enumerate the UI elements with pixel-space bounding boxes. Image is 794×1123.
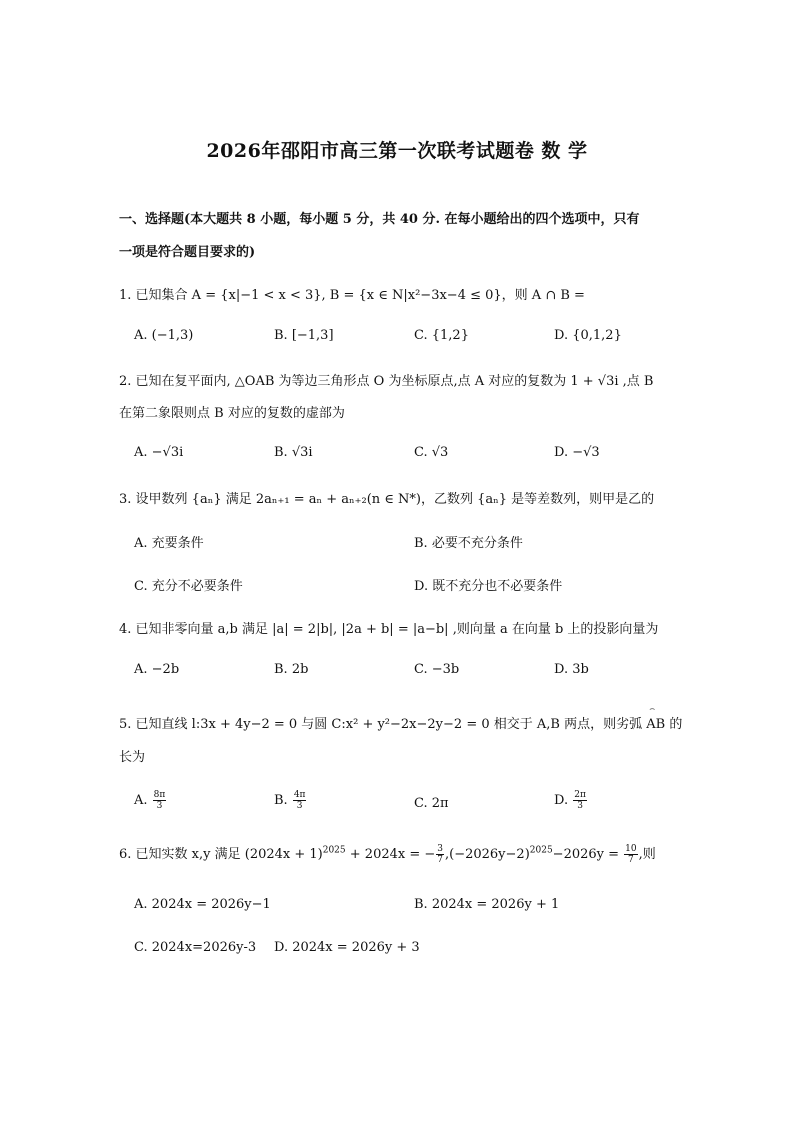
q1-stem: 1. 已知集合 A = {x|−1 < x < 3}, B = {x ∈ N|x²−3x−4 ≤ 0}，则 A ∩ B = <box>119 288 585 303</box>
q6-fraction-1 <box>436 844 444 865</box>
fraction-numerator: 2π <box>574 790 586 800</box>
fraction-numerator: 4π <box>293 790 306 800</box>
page-title: 2026年邵阳市高三第一次联考试题卷 数 学 <box>206 140 588 162</box>
q6-stem-part4: −2026y = <box>552 847 624 862</box>
q6-option-a: A. 2024x = 2026y−1 <box>134 897 271 912</box>
q3-option-d: D. 既不充分也不必要条件 <box>414 579 563 594</box>
q5-option-a-fraction <box>153 790 167 811</box>
q3-option-c: C. 充分不必要条件 <box>134 579 243 594</box>
q5-option-b-fraction <box>293 790 307 811</box>
q1-option-b: B. [−1,3] <box>274 328 334 343</box>
q2-stem-line2: 在第二象限则点 B 对应的复数的虚部为 <box>119 406 345 421</box>
q6-exponent-1: 2025 <box>322 845 346 856</box>
q6-fraction-2 <box>624 844 637 865</box>
fraction-denominator: 7 <box>628 855 634 865</box>
section-header-line1: 一、选择题(本大题共 8 小题，每小题 5 分，共 40 分. 在每小题给出的四个选项中，只有 <box>119 212 640 227</box>
q6-stem-part3: ,(−2026y−2) <box>445 847 530 862</box>
q6-option-d: D. 2024x = 2026y + 3 <box>274 940 420 955</box>
fraction-denominator: 3 <box>156 801 163 811</box>
q6-stem <box>119 843 656 865</box>
q5-stem-line1 <box>119 713 682 732</box>
q5-option-d-label: D. <box>554 793 569 808</box>
q3-stem: 3. 设甲数列 {aₙ} 满足 2aₙ₊₁ = aₙ + aₙ₊₂(n ∈ N*)，乙数列 {aₙ} 是等差数列，则甲是乙的 <box>119 492 655 507</box>
q5-option-b-label: B. <box>274 793 288 808</box>
q1-option-c: C. {1,2} <box>414 328 469 343</box>
q2-option-d: D. −√3 <box>554 445 600 460</box>
fraction-numerator: 3 <box>437 844 443 854</box>
q3-option-b: B. 必要不充分条件 <box>414 536 523 551</box>
q5-stem-line2: 长为 <box>119 750 146 765</box>
fraction-denominator: 7 <box>437 855 443 865</box>
fraction-denominator: 3 <box>296 801 303 811</box>
q2-option-c: C. √3 <box>414 445 449 460</box>
q2-option-a: A. −√3i <box>134 445 184 460</box>
q4-stem: 4. 已知非零向量 a,b 满足 |a| = 2|b|, |2a + b| = |a−b| ,则向量 a 在向量 b 上的投影向量为 <box>119 622 659 637</box>
q5-option-d-fraction <box>573 790 587 811</box>
fraction-numerator: 10 <box>625 844 637 854</box>
q5-option-b <box>274 790 307 811</box>
q6-option-b: B. 2024x = 2026y + 1 <box>414 897 560 912</box>
fraction-numerator: 8π <box>153 790 166 800</box>
fraction-denominator: 3 <box>577 801 583 811</box>
q5-option-a <box>134 790 167 811</box>
q4-option-c: C. −3b <box>414 662 460 677</box>
q6-option-c: C. 2024x=2026y-3 <box>134 940 257 955</box>
q4-option-a: A. −2b <box>134 662 180 677</box>
q5-option-a-label: A. <box>134 793 148 808</box>
q4-option-d: D. 3b <box>554 662 589 677</box>
q5-stem-text: 5. 已知直线 l:3x + 4y−2 = 0 与圆 C:x² + y²−2x−2y−2 = 0 相交于 A,B 两点，则劣弧 <box>119 717 643 732</box>
q3-option-a: A. 充要条件 <box>134 536 204 551</box>
q2-option-b: B. √3i <box>274 445 313 460</box>
section-header-line2: 一项是符合题目要求的) <box>119 245 256 260</box>
q6-stem-part5: ,则 <box>638 847 656 862</box>
q2-stem-line1: 2. 已知在复平面内, △OAB 为等边三角形点 O 为坐标原点,点 A 对应的复数为 1 + √3i ,点 B <box>119 374 654 389</box>
q6-exponent-2: 2025 <box>529 845 553 856</box>
q5-option-c: C. 2π <box>414 796 449 811</box>
q5-stem-end: 的 <box>669 717 683 732</box>
q1-option-d: D. {0,1,2} <box>554 328 622 343</box>
q5-arc-ab: ⌢ AB <box>646 717 665 732</box>
q4-option-b: B. 2b <box>274 662 309 677</box>
q6-stem-part1: 6. 已知实数 x,y 满足 (2024x + 1) <box>119 847 323 862</box>
q5-option-d <box>554 790 588 811</box>
q6-stem-part2: + 2024x = − <box>345 847 436 862</box>
q1-option-a: A. (−1,3) <box>134 328 194 343</box>
